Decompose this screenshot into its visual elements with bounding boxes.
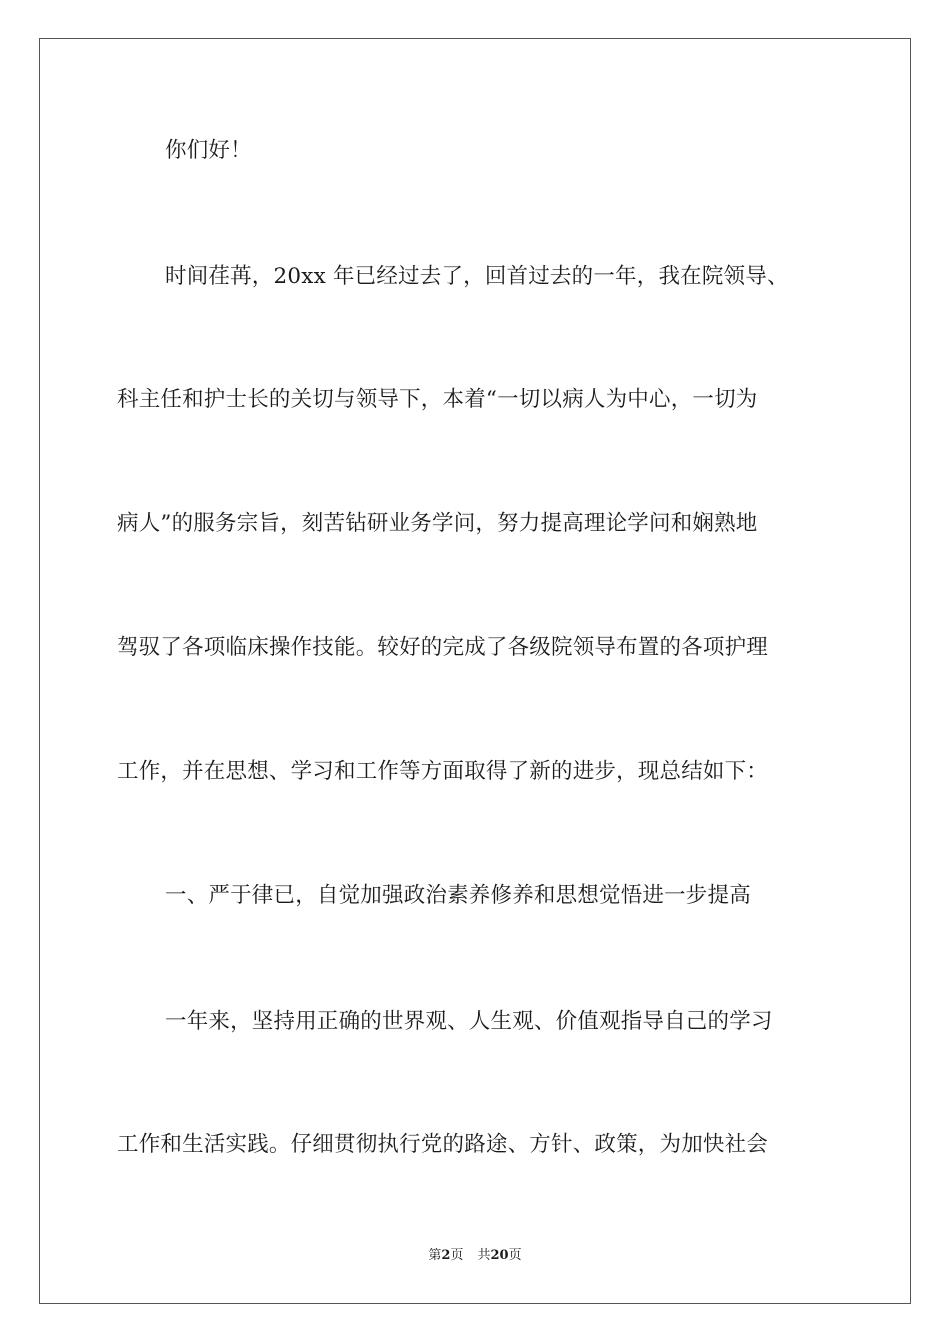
page-border [39,38,911,1304]
body-line: 工作，并在思想、学习和工作等方面取得了新的进步，现总结如下： [117,759,769,784]
body-line: 病人”的服务宗旨，刻苦钻研业务学问，努力提高理论学问和娴熟地 [117,511,758,536]
total-prefix: 共 [477,1248,491,1263]
total-suffix: 页 [508,1248,522,1263]
page-footer [0,1246,950,1266]
body-line: 驾驭了各项临床操作技能。较好的完成了各级院领导布置的各项护理 [117,635,769,660]
page-number: 2 [441,1248,451,1263]
body-line: 科主任和护士长的关切与领导下，本着“一切以病人为中心，一切为 [117,387,758,412]
total-pages: 20 [490,1248,509,1263]
page-suffix: 页 [450,1248,464,1263]
page-prefix: 第 [428,1248,442,1263]
body-line: 工作和生活实践。仔细贯彻执行党的路途、方针、政策，为加快社会 [117,1132,769,1157]
body-line: 一年来，坚持用正确的世界观、人生观、价值观指导自己的学习 [165,1009,773,1034]
greeting-line: 你们好！ [165,138,252,163]
body-line: 时间荏苒，20xx 年已经过去了，回首过去的一年，我在院领导、 [165,264,789,289]
section-heading: 一、严于律已，自觉加强政治素养修养和思想觉悟进一步提高 [165,883,751,908]
